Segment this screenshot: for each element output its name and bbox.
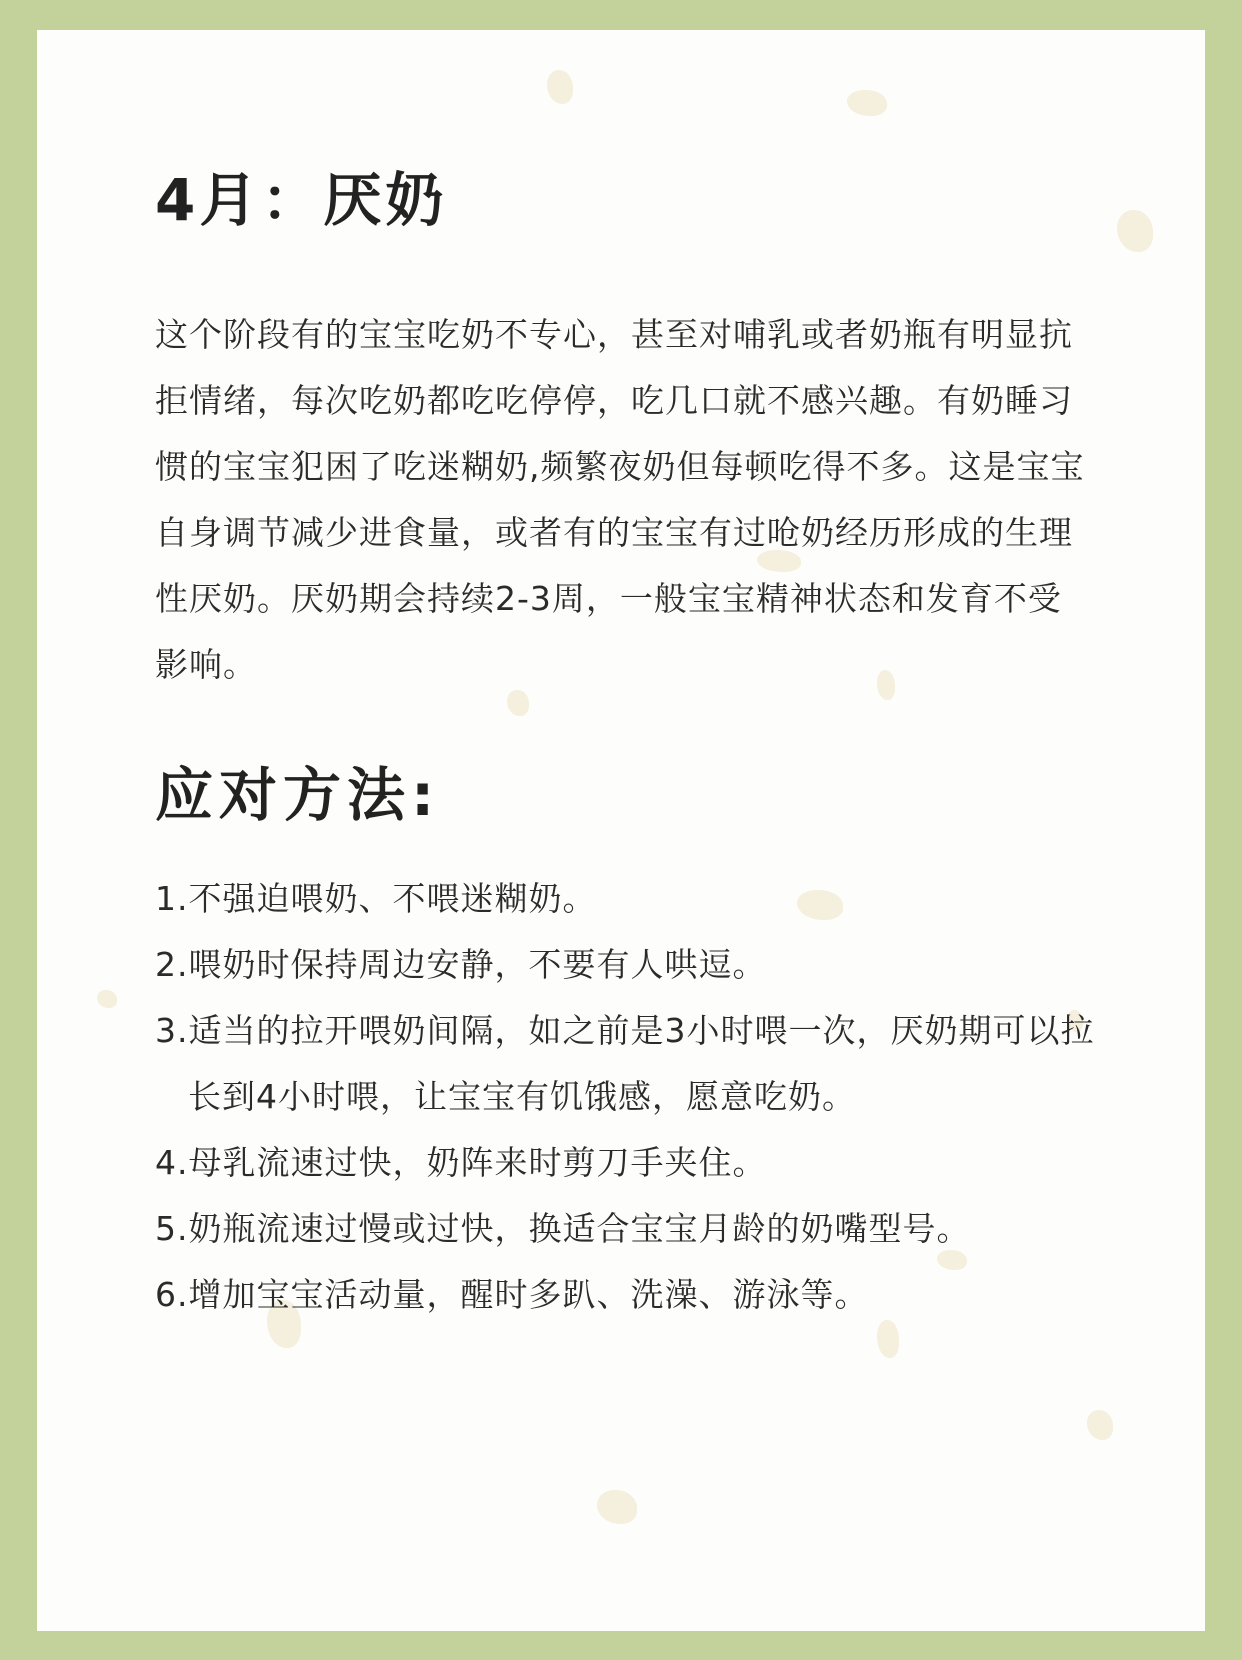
paper-speckle	[1117, 210, 1153, 252]
paper-speckle	[847, 90, 887, 116]
list-item: 6.增加宝宝活动量，醒时多趴、洗澡、游泳等。	[155, 1275, 869, 1314]
paper-speckle	[1087, 1410, 1113, 1440]
paper-speckle	[597, 1490, 637, 1524]
section-title-heading: 4月：厌奶	[155, 166, 448, 234]
description-paragraph: 这个阶段有的宝宝吃奶不专心，甚至对哺乳或者奶瓶有明显抗拒情绪，每次吃奶都吃吃停停，吃几口就不感兴趣。有奶睡习惯的宝宝犯困了吃迷糊奶,频繁夜奶但每顿吃得不多。这是宝宝自身调节减少进食量，或者有的宝宝有过呛奶经历形成的生理性厌奶。厌奶期会持续2-3周，一般宝宝精神状态和发育不受影响。	[155, 315, 1085, 684]
methods-heading: 应对方法:	[155, 761, 441, 829]
list-item: 3.适当的拉开喂奶间隔，如之前是3小时喂一次，厌奶期可以拉长到4小时喂，让宝宝有饥饿感，愿意吃奶。	[155, 1011, 1095, 1116]
list-item: 5.奶瓶流速过慢或过快，换适合宝宝月龄的奶嘴型号。	[155, 1209, 971, 1248]
list-item: 2.喂奶时保持周边安静，不要有人哄逗。	[155, 945, 767, 984]
list-item: 1.不强迫喂奶、不喂迷糊奶。	[155, 879, 597, 918]
list-item: 4.母乳流速过快，奶阵来时剪刀手夹住。	[155, 1143, 767, 1182]
paper-speckle	[97, 990, 117, 1008]
paper-speckle	[547, 70, 573, 104]
paper-card	[37, 30, 1205, 1631]
methods-list	[155, 866, 1115, 1328]
